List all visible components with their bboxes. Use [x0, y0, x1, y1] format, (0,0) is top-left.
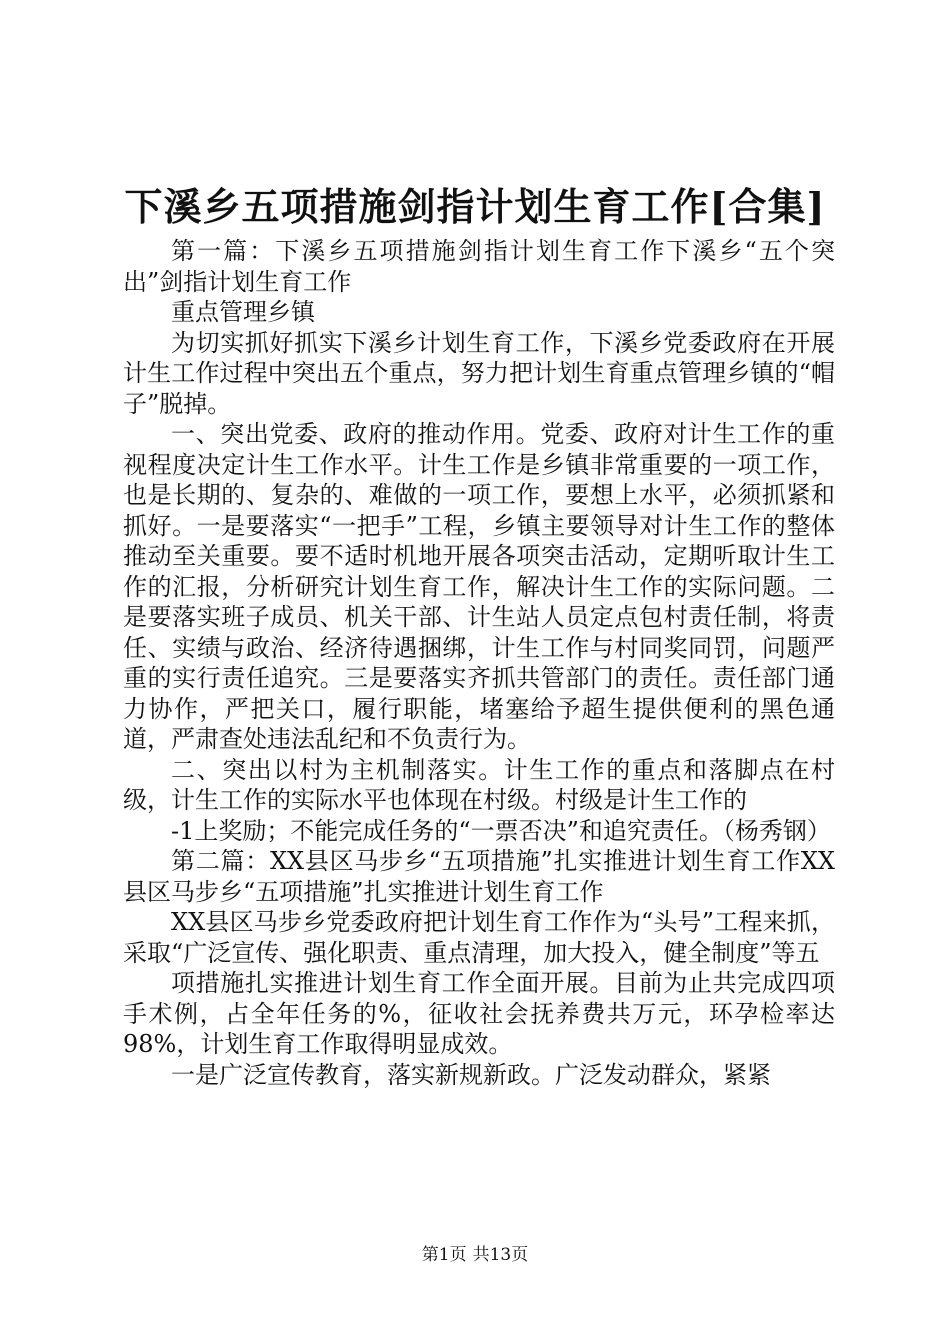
document-title: 下溪乡五项措施剑指计划生育工作[合集] — [124, 184, 826, 229]
paragraph: 第一篇：下溪乡五项措施剑指计划生育工作下溪乡“五个突出”剑指计划生育工作 — [123, 237, 835, 296]
document-body — [123, 236, 835, 1090]
paragraph: -1上奖励；不能完成任务的“一票否决”和追究责任。（杨秀钢） — [171, 816, 831, 845]
paragraph: 一、突出党委、政府的推动作用。党委、政府对计生工作的重视程度决定计生工作水平。计生工作是乡镇非常重要的一项工作，也是长期的、复杂的、难做的一项工作，要想上水平，必须抓紧和抓好。一是要落实“一把手”工程，乡镇主要领导对计生工作的整体推动至关重要。要不适时机地开展各项突击活动，定期听取计生工作的汇报，分析研究计划生育工作，解决计生工作的实际问题。二是要落实班子成员、机关干部、计生站人员定点包村责任制，将责任、实绩与政治、经济待遇捆绑，计生工作与村同奖同罚，问题严重的实行责任追究。三是要落实齐抓共管部门的责任。责任部门通力协作，严把关口，履行职能，堵塞给予超生提供便利的黑色通道，严肃查处违法乱纪和不负责行为。 — [123, 420, 835, 753]
page-footer — [0, 1243, 950, 1267]
paragraph: 一是广泛宣传教育，落实新规新政。广泛发动群众，紧紧 — [171, 1060, 771, 1089]
page-number: 第1页 — [421, 1245, 467, 1265]
paragraph: 为切实抓好抓实下溪乡计划生育工作，下溪乡党委政府在开展计生工作过程中突出五个重点，努力把计划生育重点管理乡镇的“帽子”脱掉。 — [123, 328, 835, 418]
paragraph: 二、突出以村为主机制落实。计生工作的重点和落脚点在村级，计生工作的实际水平也体现在村级。村级是计生工作的 — [123, 755, 835, 814]
paragraph: 第二篇：XX县区马步乡“五项措施”扎实推进计划生育工作XX县区马步乡“五项措施”扎实推进计划生育工作 — [123, 847, 835, 906]
paragraph: 项措施扎实推进计划生育工作全面开展。目前为止共完成四项手术例，占全年任务的%，征收社会抚养费共万元，环孕检率达98%，计划生育工作取得明显成效。 — [123, 969, 835, 1058]
page-total: 共13页 — [472, 1245, 529, 1265]
paragraph: XX县区马步乡党委政府把计划生育工作作为“头号”工程来抓，采取“广泛宣传、强化职责、重点清理，加大投入，健全制度”等五 — [123, 908, 835, 967]
paragraph: 重点管理乡镇 — [171, 298, 315, 326]
